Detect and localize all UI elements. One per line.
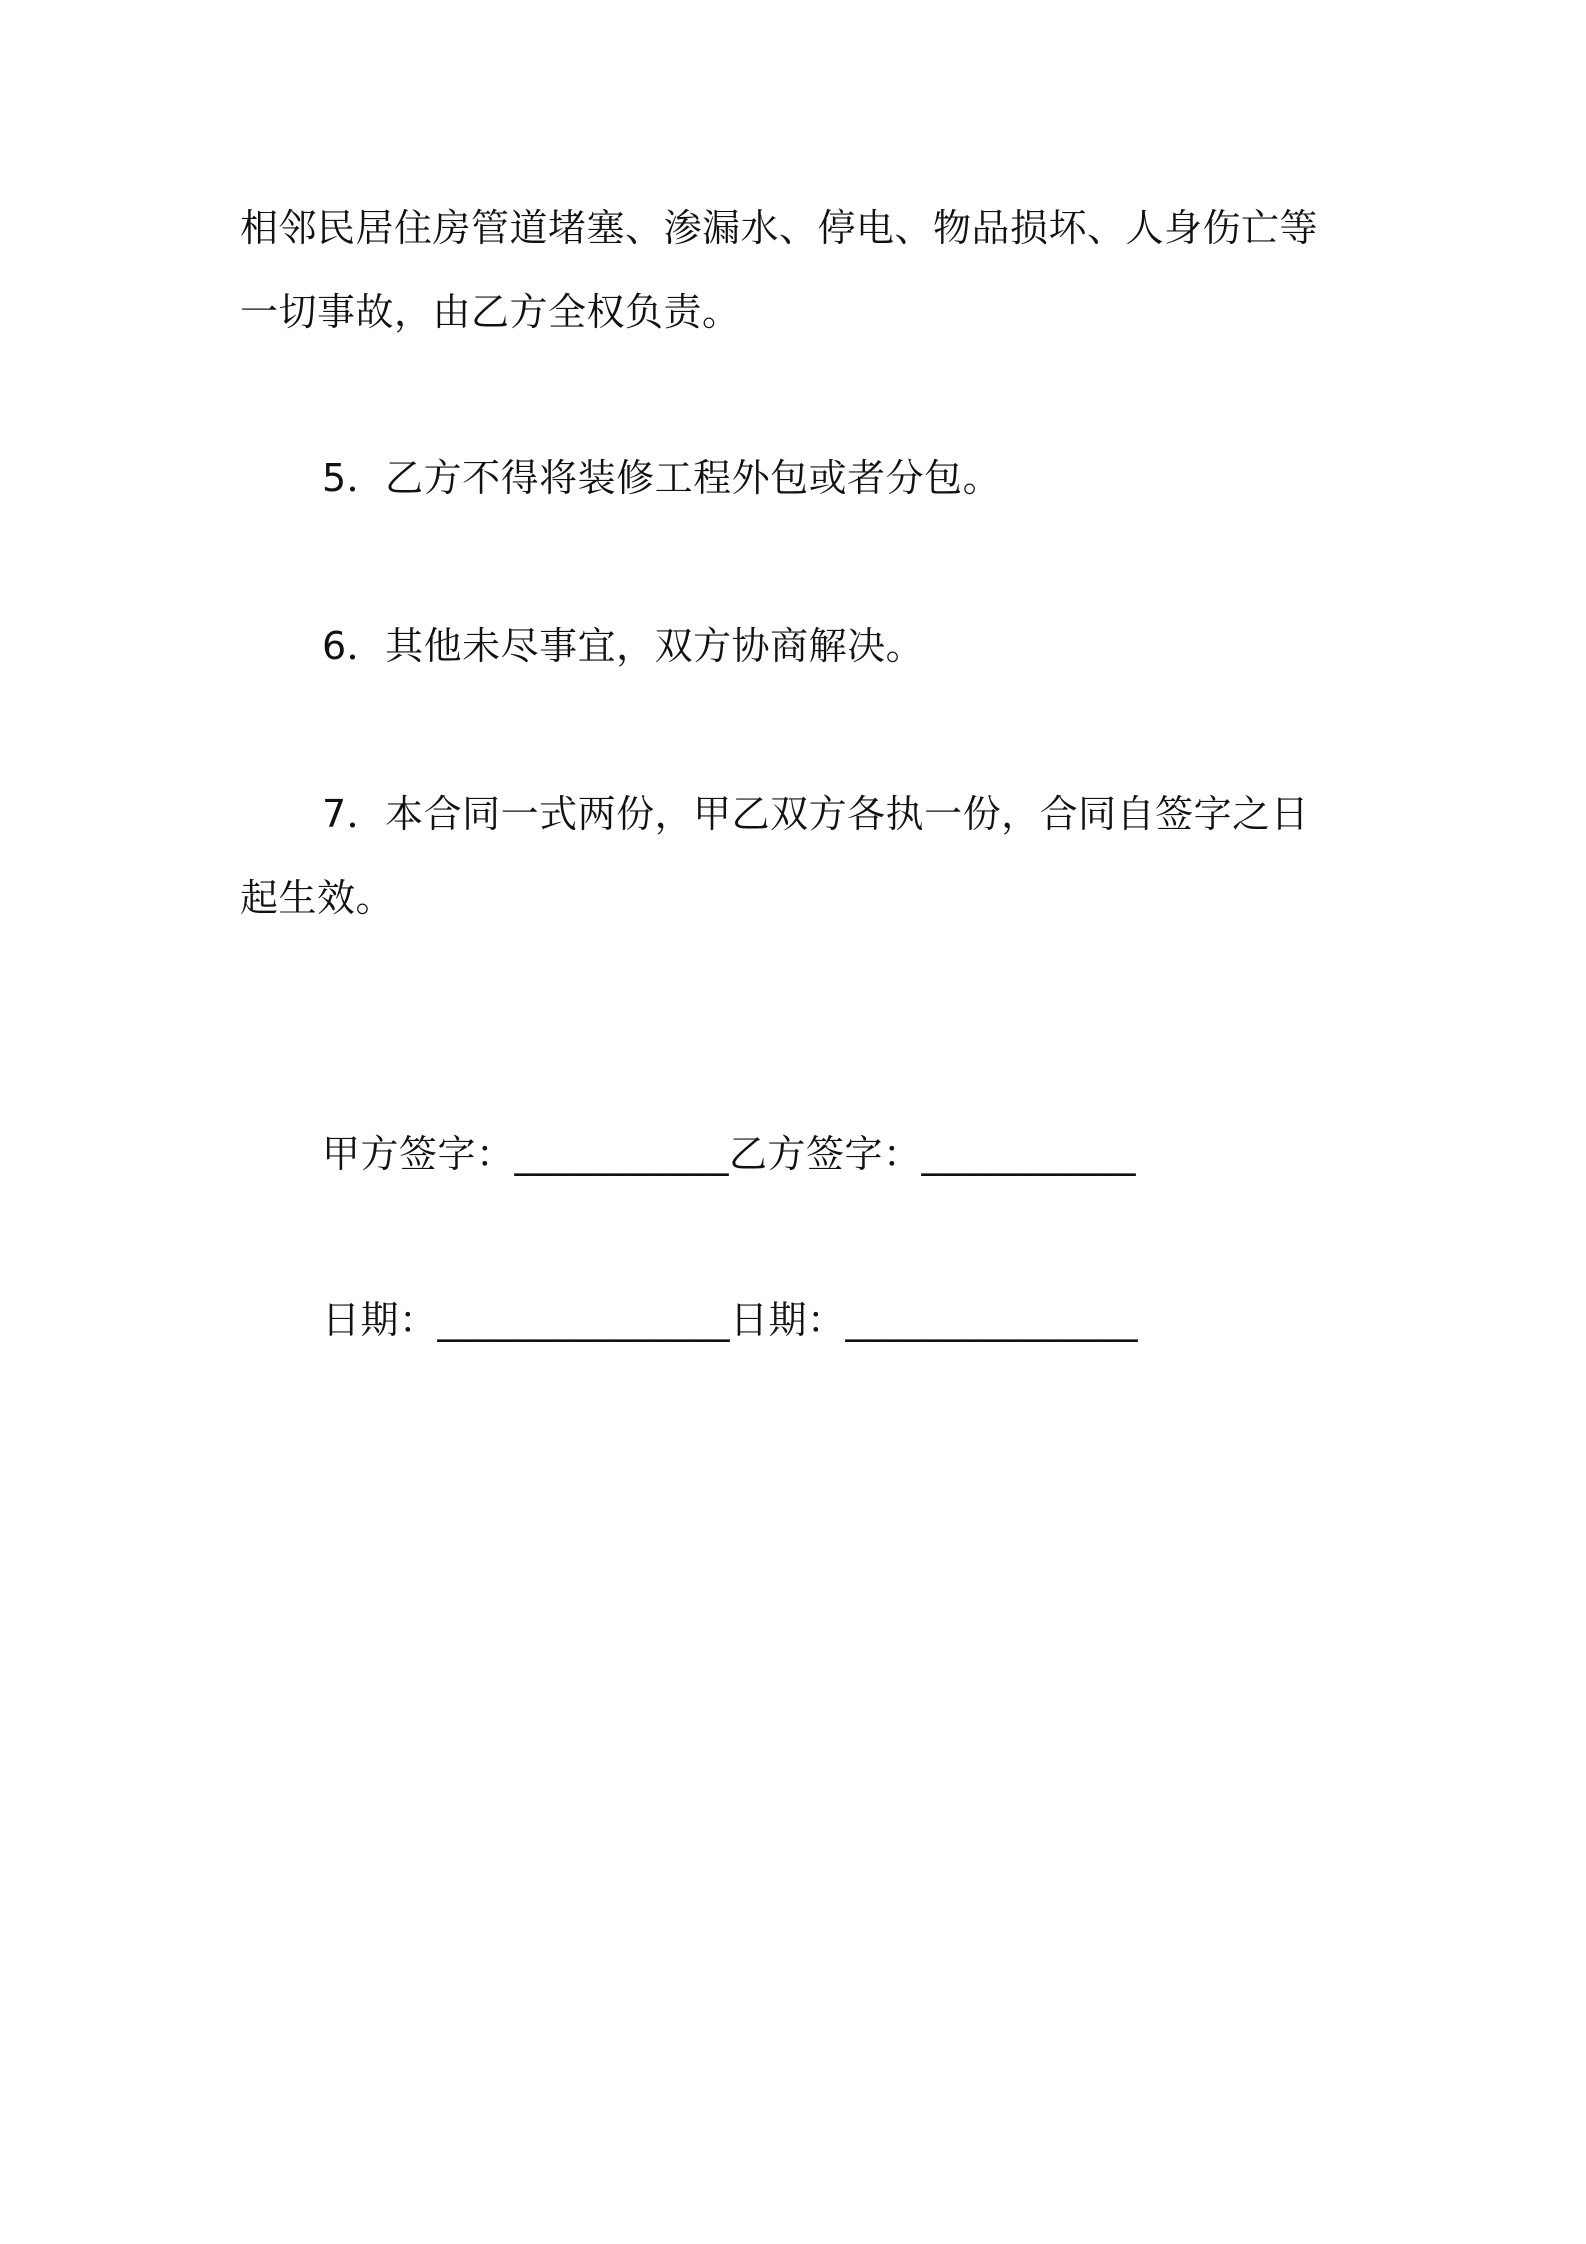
clause-5: 5．乙方不得将装修工程外包或者分包。 [322,456,1002,500]
paragraph-continuation-line-1: 相邻民居住房管道堵塞、渗漏水、停电、物品损坏、人身伤亡等 [240,206,1319,250]
paragraph-continuation-line-2: 一切事故，由乙方全权负责。 [240,290,741,334]
clause-7-line-2: 起生效。 [240,876,395,920]
clause-7-line-1: 7．本合同一式两份，甲乙双方各执一份，合同自签字之日 [322,792,1310,836]
clause-6: 6．其他未尽事宜，双方协商解决。 [322,624,925,668]
date-line: 日期：_______________日期：_______________ [322,1298,1139,1342]
signature-line: 甲方签字：___________乙方签字：___________ [322,1132,1137,1176]
